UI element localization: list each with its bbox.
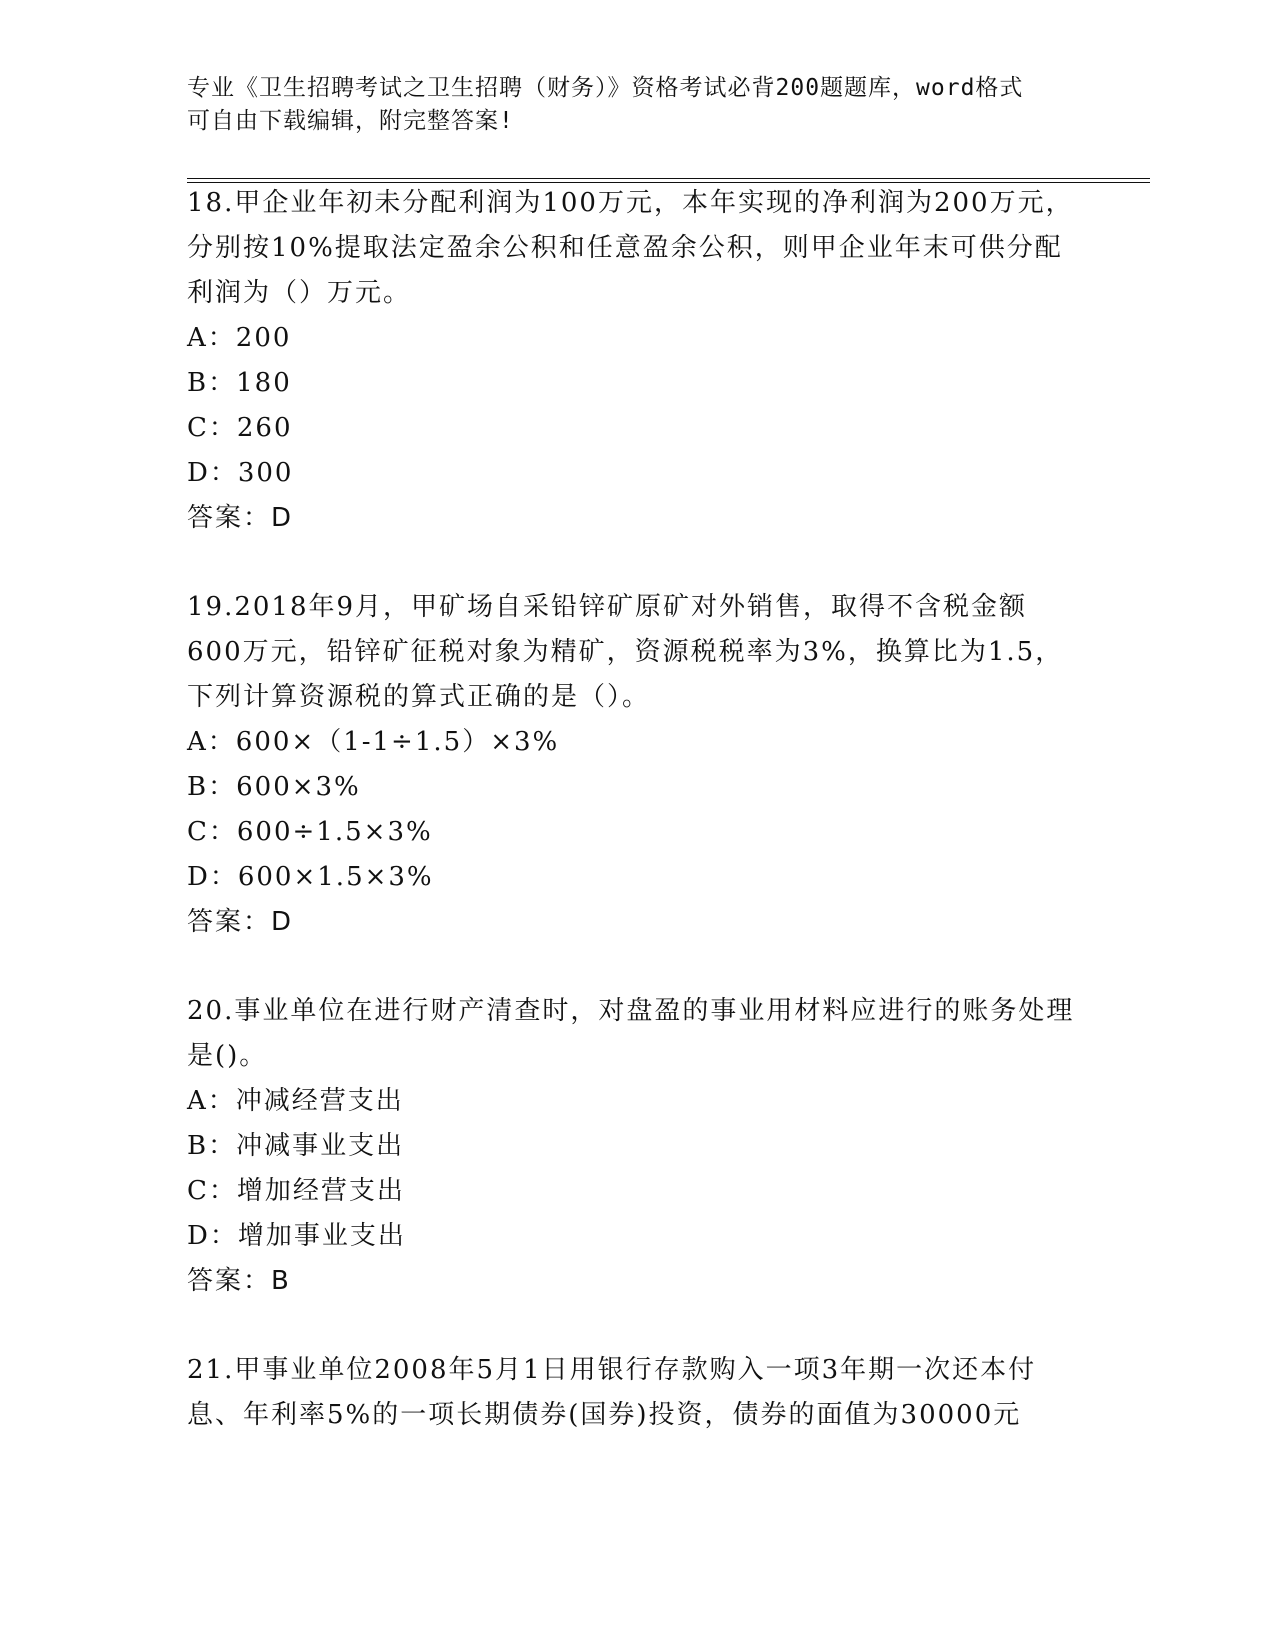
option-b: B：180	[187, 368, 292, 398]
answer-label: 答案：D	[187, 907, 294, 937]
option-b: B：600×3%	[187, 772, 361, 802]
option-a: A：200	[187, 323, 292, 353]
option-b: B：冲减事业支出	[187, 1131, 405, 1161]
option-c: C：260	[187, 413, 293, 443]
option-a: A：600×（1-1÷1.5）×3%	[187, 727, 560, 757]
question-text: 18.甲企业年初未分配利润为100万元，本年实现的净利润为200万元，分别按10%提取法定盈余公积和任意盈余公积，则甲企业年末可供分配利润为（）万元。	[187, 188, 1074, 308]
option-d: D：600×1.5×3%	[187, 862, 434, 892]
document-header	[187, 72, 1067, 138]
option-d: D：增加事业支出	[187, 1221, 406, 1251]
option-a: A：冲减经营支出	[187, 1086, 404, 1116]
question-21	[187, 1348, 1082, 1438]
answer-label: 答案：D	[187, 503, 294, 533]
option-c: C：增加经营支出	[187, 1176, 405, 1206]
header-line-1: 专业《卫生招聘考试之卫生招聘（财务）》资格考试必背200题题库，word格式	[187, 75, 1024, 101]
question-text: 19.2018年9月，甲矿场自采铅锌矿原矿对外销售，取得不含税金额600万元，铅锌矿征税对象为精矿，资源税税率为3%，换算比为1.5，下列计算资源税的算式正确的是（）。	[187, 592, 1064, 712]
question-text: 21.甲事业单位2008年5月1日用银行存款购入一项3年期一次还本付息、年利率5%的一项长期债券(国券)投资，债券的面值为30000元	[187, 1355, 1037, 1430]
option-c: C：600÷1.5×3%	[187, 817, 433, 847]
question-18	[187, 181, 1082, 541]
question-19	[187, 585, 1082, 945]
question-text: 20.事业单位在进行财产清查时，对盘盈的事业用材料应进行的账务处理是()。	[187, 996, 1075, 1071]
answer-label: 答案：B	[187, 1266, 291, 1296]
question-20	[187, 989, 1082, 1304]
header-line-2: 可自由下载编辑，附完整答案!	[187, 108, 514, 134]
option-d: D：300	[187, 458, 294, 488]
